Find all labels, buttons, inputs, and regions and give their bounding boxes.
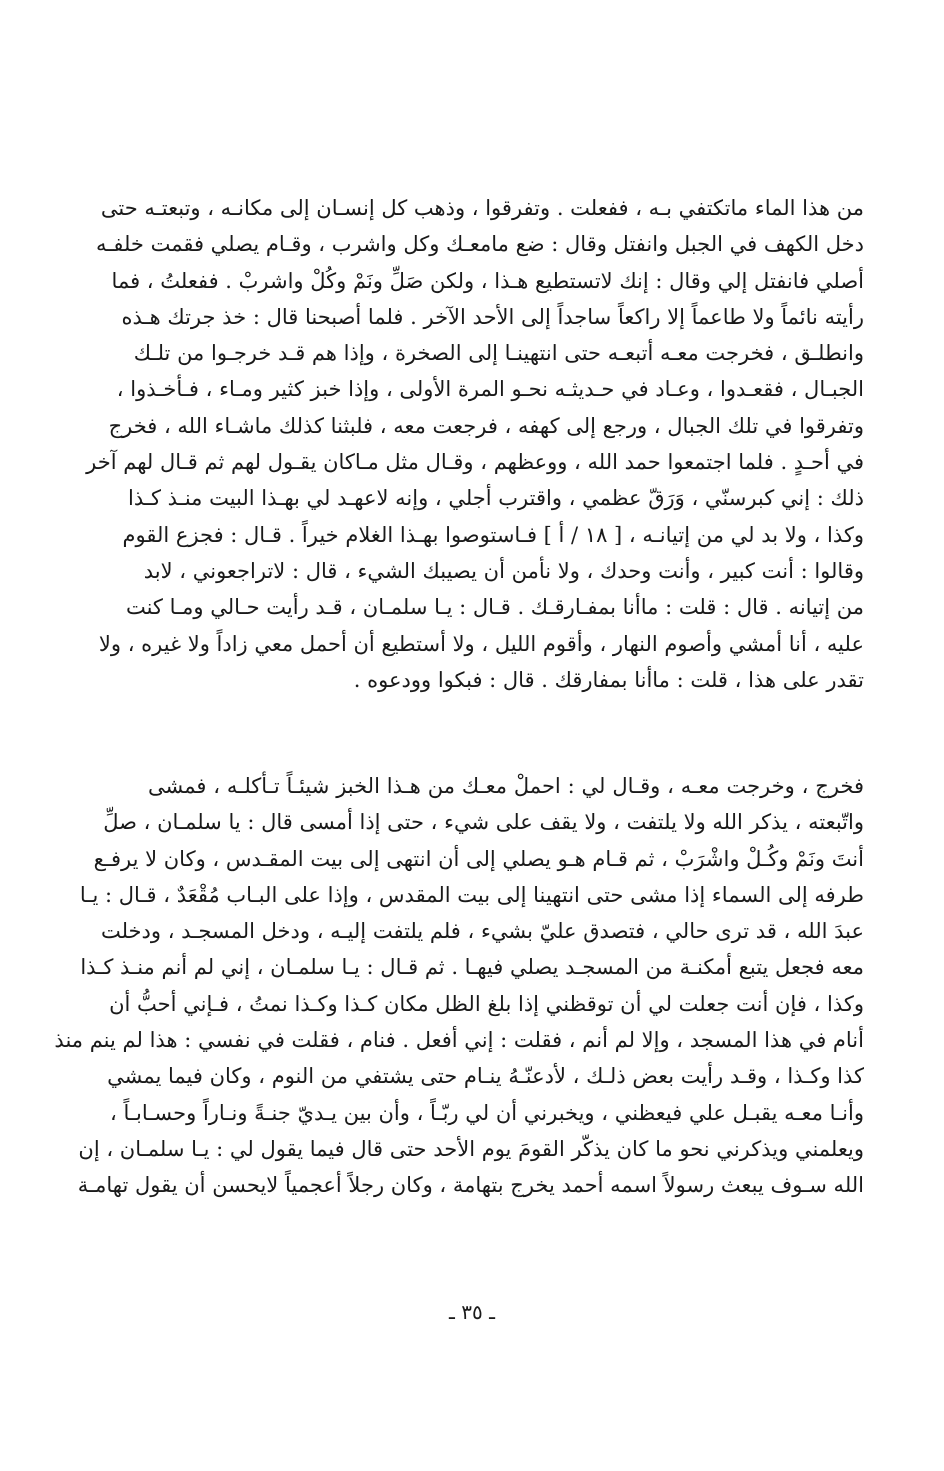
text-line: من إتيانه . قال : قلت : ماأنا بمفـارقـك . قـال : يـا سلمـان ، قـد رأيت حـالي ومـا كنت [125,595,864,620]
text-line: أصلي فانفتل إلي وقال : إنك لاتستطيع هـذا ، ولكن صَلِّ ونَمْ وكُلْ واشربْ . ففعلتُ ، فما [111,268,864,293]
text-line: وتفرقوا في تلك الجبال ، ورجع إلى كهفه ، فرجعت معه ، فلبثنا كذلك ماشـاء الله ، فخرج [108,413,864,438]
text-line: طرفه إلى السماء إذا مشى حتى انتهينا إلى بيت المقدس ، وإذا على البـاب مُقْعَدٌ ، قـال : يـا [79,882,864,907]
text-line: كذا وكـذا ، وقـد رأيت بعض ذلـك ، لأدعنّـهُ ينـام حتى يشتفي من النوم ، وكان فيما يمشي [107,1064,864,1089]
text-line: رأيته نائماً ولا طاعماً إلا راكعاً ساجداً إلى الأحد الآخر . فلما أصبحنا قال : خذ جرتك هـذه [121,304,864,329]
text-line: عليه ، أنا أمشي وأصوم النهار ، وأقوم الليل ، ولا أستطيع أن أحمل معي زاداً ولا غيره ، ولا [98,631,864,656]
text-line: في أحـدٍ . فلما اجتمعوا حمد الله ، ووعظهم ، وقـال مثل مـاكان يقـول لهم ثم قـال لهم آخر [86,450,864,475]
text-line: وقالوا : أنت كبير ، وأنت وحدك ، ولا نأمن أن يصيبك الشيء ، قال : لاتراجعوني ، لابد [143,558,864,583]
text-line: وأنـا معـه يقبـل علي فيعظني ، ويخبرني أن لي ربّـاً ، وأن بين يـديّ جنـةً ونـاراً وحسـابـاً ، [110,1100,864,1125]
text-line: أنتَ ونَمْ وكُـلْ واشْرَبْ ، ثم قـام هـو يصلي إلى أن انتهى إلى بيت المقـدس ، وكان لا يرفـع [93,846,864,871]
text-line: الجبـال ، فقعـدوا ، وعـاد في حـديثـه نحـو المرة الأولى ، وإذا خبز كثير ومـاء ، فـأخـذوا ، [116,377,864,402]
text-line: ذلك : إني كبرسنّي ، وَرَقّ عظمي ، واقترب أجلي ، وإنه لاعهـد لي بهـذا البيت منـذ كـذا [127,486,864,511]
paragraph-2 [54,768,864,1204]
paragraph-1 [86,190,864,698]
text-line: وانطلـق ، فخرجت معـه أتبعـه حتى انتهينـا إلى الصخرة ، وإذا هم قـد خرجـوا من تلـك [133,341,864,366]
text-line: دخل الكهف في الجبل وانفتل وقال : ضع مامعـك وكل واشرب ، وقـام يصلي فقمت خلفـه [95,232,864,257]
text-line: تقدر على هذا ، قلت : ماأنا بمفارقك . قال : فبكوا وودعوه . [353,667,864,692]
page-number: ـ ٣٥ ـ [449,1300,495,1324]
text-line: وكذا ، ولا بد لي من إتيانـه ، [ ١٨ / أ ] فـاستوصوا بهـذا الغلام خيراً . قـال : فجزع القوم [122,522,864,547]
text-line: معه فجعل يتبع أمكنـة من المسجـد يصلي فيهـا . ثم قـال : يـا سلمـان ، إني لم أنم منـذ كـذا [80,955,864,980]
text-line: ويعلمني ويذكرني نحو ما كان يذكّر القومَ يوم الأحد حتى قال فيما يقول لي : يـا سلمـان ، إن [78,1136,864,1161]
text-line: أنام في هذا المسجد ، وإلا لم أنم ، فقلت : إني أفعل . فنام ، فقلت في نفسي : هذا لم ينم منذ [54,1028,864,1053]
text-line: فخرج ، وخرجت معـه ، وقـال لي : احملْ معـك من هـذا الخبز شيئـاً تـأكلـه ، فمشى [148,774,864,798]
text-line: الله سـوف يبعث رسولاً اسمه أحمد يخرج بتهامة ، وكان رجلاً أعجمياً لايحسن أن يقول تهامـة [77,1173,864,1198]
text-line: عبدَ الله ، قد ترى حالي ، فتصدق عليّ بشيء ، فلم يلتفت إليـه ، ودخل المسجـد ، ودخلت [100,919,864,944]
text-line: واتّبعته ، يذكر الله ولا يلتفت ، ولا يقف على شيء ، حتى إذا أمسى قال : يا سلمـان ، صلِّ [103,810,864,835]
text-line: من هذا الماء ماتكتفي بـه ، ففعلت . وتفرقوا ، وذهب كل إنسـان إلى مكانـه ، وتبعتـه حتى [100,196,864,220]
text-line: وكذا ، فإن أنت جعلت لي أن توقظني إذا بلغ الظل مكان كـذا وكـذا نمتُ ، فـإني أحبُّ أن [109,991,864,1016]
